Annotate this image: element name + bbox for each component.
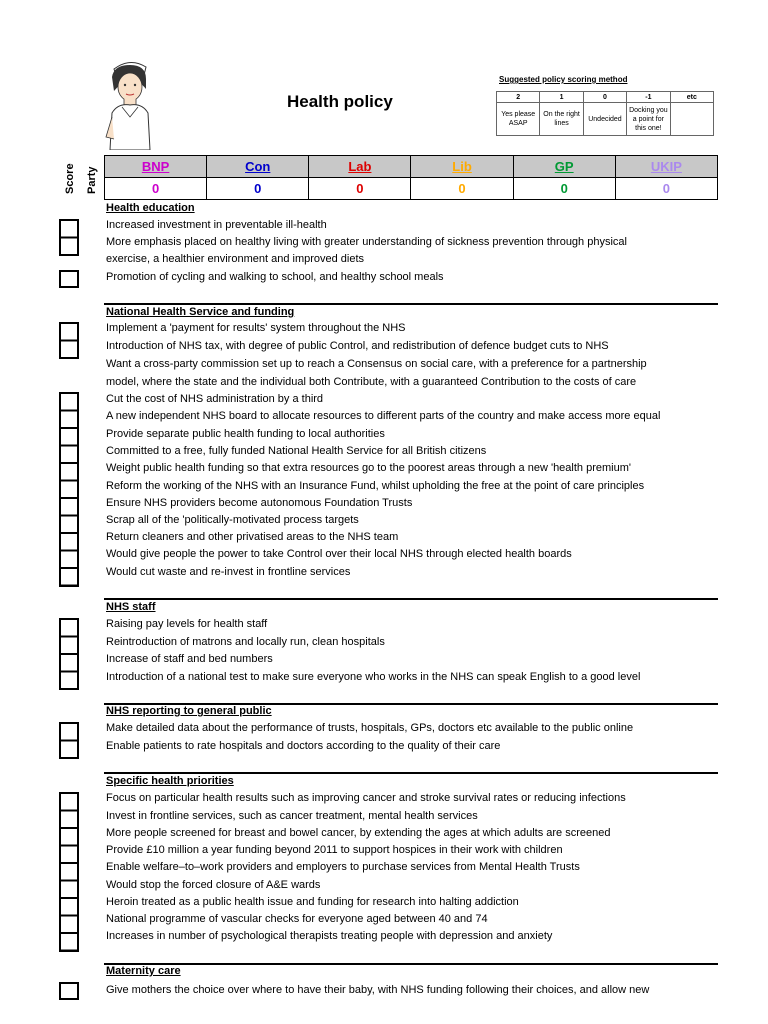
policy-line: Introduction of a national test to make sure everyone who works in the NHS can speak English to a good level: [106, 671, 641, 683]
policy-line: Make detailed data about the performance of trusts, hospitals, GPs, doctors etc available to the public online: [106, 722, 634, 734]
party-name[interactable]: BNP: [141, 159, 170, 174]
party-name[interactable]: Lib: [452, 159, 472, 174]
section-heading: Specific health priorities: [106, 775, 234, 787]
party-score: 0: [309, 178, 411, 200]
party-name-cell: [411, 156, 513, 178]
policy-line: Would give people the power to take Control over their local NHS through elected health boards: [106, 548, 572, 560]
policy-line: Want a cross-party commission set up to reach a Consensus on social care, with a preference for a partnership: [106, 358, 647, 370]
policy-line: Would stop the forced closure of A&E wards: [106, 879, 321, 891]
policy-line: Focus on particular health results such as improving cancer and stroke survival rates or reducing infections: [106, 792, 626, 804]
policy-line: Weight public health funding so that extra resources go to the poorest areas through a new 'health premium': [106, 462, 631, 474]
policy-line: More emphasis placed on healthy living with greater understanding of sickness prevention through physical: [106, 236, 627, 248]
score-description: On the right lines: [540, 103, 583, 136]
party-score-table: [104, 155, 718, 200]
party-score: 0: [615, 178, 717, 200]
party-name-cell: [513, 156, 615, 178]
policy-line: Give mothers the choice over where to have their baby, with NHS funding following their choices, and allow new: [106, 984, 650, 996]
section-divider: [104, 303, 718, 305]
policy-line: exercise, a healthier environment and improved diets: [106, 253, 365, 265]
section-divider: [104, 772, 718, 774]
score-checkbox[interactable]: [59, 792, 79, 952]
section-heading: NHS staff: [106, 601, 156, 613]
party-name-cell: [309, 156, 411, 178]
score-checkbox[interactable]: [59, 270, 79, 288]
score-value: etc: [670, 92, 713, 103]
policy-line: Increases in number of psychological therapists treating people with depression and anxiety: [106, 930, 553, 942]
policy-line: Committed to a free, fully funded National Health Service for all British citizens: [106, 445, 487, 457]
score-description: Yes please ASAP: [497, 103, 540, 136]
policy-line: Raising pay levels for health staff: [106, 618, 268, 630]
policy-line: Would cut waste and re-invest in frontline services: [106, 566, 351, 578]
party-score: 0: [411, 178, 513, 200]
party-name-cell: [105, 156, 207, 178]
policy-line: Heroin treated as a public health issue and funding for research into halting addiction: [106, 896, 519, 908]
policy-line: More people screened for breast and bowel cancer, by extending the ages at which adults are screened: [106, 827, 611, 839]
score-checkbox[interactable]: [59, 618, 79, 690]
policy-line: Ensure NHS providers become autonomous Foundation Trusts: [106, 497, 413, 509]
scoring-method-title: Suggested policy scoring method: [499, 75, 628, 84]
score-value: 2: [497, 92, 540, 103]
policy-line: Enable welfare–to–work providers and employers to purchase services from Mental Health Trusts: [106, 861, 580, 873]
score-description: Undecided: [583, 103, 626, 136]
section-heading: National Health Service and funding: [106, 306, 295, 318]
nurse-illustration: [100, 55, 160, 150]
party-column-label: Party: [86, 166, 98, 194]
policy-line: Reintroduction of matrons and locally run, clean hospitals: [106, 636, 385, 648]
policy-line: National programme of vascular checks for everyone aged between 40 and 74: [106, 913, 488, 925]
policy-line: Reform the working of the NHS with an Insurance Fund, whilst upholding the free at the point of care principles: [106, 480, 645, 492]
score-description: [670, 103, 713, 136]
policy-line: Provide separate public health funding to local authorities: [106, 428, 385, 440]
policy-line: model, where the state and the individual both Contribute, with a guaranteed Contribution to the costs of care: [106, 376, 637, 388]
party-name-cell: [207, 156, 309, 178]
score-description: Docking you a point for this one!: [627, 103, 670, 136]
section-divider: [104, 598, 718, 600]
score-checkbox[interactable]: [59, 722, 79, 759]
page-title: Health policy: [287, 92, 393, 111]
score-value: -1: [627, 92, 670, 103]
section-heading: Health education: [106, 202, 195, 214]
party-name-cell: [615, 156, 717, 178]
party-name[interactable]: Lab: [348, 159, 372, 174]
score-checkbox[interactable]: [59, 982, 79, 1000]
policy-line: Promotion of cycling and walking to school, and healthy school meals: [106, 271, 444, 283]
party-score: 0: [105, 178, 207, 200]
policy-line: A new independent NHS board to allocate resources to different parts of the country and make access more equal: [106, 410, 661, 422]
policy-line: Provide £10 million a year funding beyond 2011 to support hospices in their work with children: [106, 844, 563, 856]
policy-line: Increased investment in preventable ill-health: [106, 219, 327, 231]
policy-line: Scrap all of the 'politically-motivated process targets: [106, 514, 359, 526]
policy-line: Return cleaners and other privatised areas to the NHS team: [106, 531, 399, 543]
policy-line: Invest in frontline services, such as cancer treatment, mental health services: [106, 810, 478, 822]
score-checkbox[interactable]: [59, 219, 79, 256]
policy-line: Increase of staff and bed numbers: [106, 653, 273, 665]
party-name[interactable]: Con: [245, 159, 271, 174]
party-score: 0: [207, 178, 309, 200]
scoring-method-table: [496, 91, 714, 136]
party-name[interactable]: UKIP: [650, 159, 682, 174]
section-heading: NHS reporting to general public: [106, 705, 272, 717]
policy-line: Introduction of NHS tax, with degree of public Control, and redistribution of defence budget cuts to NHS: [106, 340, 609, 352]
score-value: 1: [540, 92, 583, 103]
party-score: 0: [513, 178, 615, 200]
policy-line: Implement a 'payment for results' system throughout the NHS: [106, 322, 406, 334]
policy-line: Enable patients to rate hospitals and doctors according to the quality of their care: [106, 740, 501, 752]
section-divider: [104, 963, 718, 965]
policy-line: Cut the cost of NHS administration by a third: [106, 393, 324, 405]
section-heading: Maternity care: [106, 965, 181, 977]
score-column-label: Score: [64, 163, 76, 194]
score-checkbox[interactable]: [59, 392, 79, 587]
score-checkbox[interactable]: [59, 322, 79, 359]
score-value: 0: [583, 92, 626, 103]
party-name[interactable]: GP: [554, 159, 574, 174]
